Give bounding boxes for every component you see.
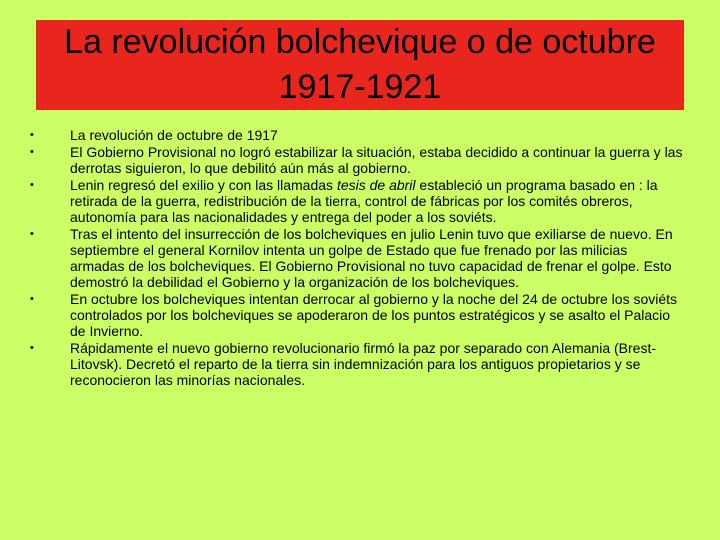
bullet-dot-icon: •: [30, 129, 34, 141]
bullet-item-5: [25, 291, 685, 339]
title-box: [36, 20, 684, 110]
bullet-item-3: [25, 177, 685, 225]
bullet-item-6: [25, 340, 685, 388]
bullet-text-2: El Gobierno Provisional no logró estabilizar la situación, estaba decidido a continuar la guerra y las derrotas siguieron, lo que debilitó aún más al gobierno.: [70, 144, 683, 176]
bullet-text-3-start: Lenin regresó del exilio y con las llamadas: [70, 177, 337, 193]
bullet-item-2: [25, 144, 685, 176]
slide-title: La revolución bolchevique o de octubre 1917-1921: [64, 23, 656, 106]
bullet-item-4: [25, 226, 685, 290]
bullet-dot-icon: •: [30, 179, 34, 191]
bullet-text-4: Tras el intento del insurrección de los bolcheviques en julio Lenin tuvo que exiliarse de nuevo. En septiembre el general Kornilov intenta un golpe de Estado que fue frenado por las milicias armadas de los bolcheviques. El Gobierno Provisional no tuvo capacidad de frenar el golpe. Esto demostró la debilidad el Gobierno y la organización de los bolcheviques.: [70, 226, 673, 290]
bullet-dot-icon: •: [30, 293, 34, 305]
bullet-text-6: Rápidamente el nuevo gobierno revolucionario firmó la paz por separado con Alemania (Brest-Litovsk). Decretó el reparto de la tierra sin indemnización para los antiguos propietarios y se reconocieron las minorías nacionales.: [70, 340, 656, 388]
bullet-text-5: En octubre los bolcheviques intentan derrocar al gobierno y la noche del 24 de octubre los soviéts controlados por los bolcheviques se apoderaron de los puntos estratégicos y se asalto el Palacio de Invierno.: [70, 291, 678, 339]
bullet-text-1: La revolución de octubre de 1917: [70, 127, 278, 143]
bullet-dot-icon: •: [30, 342, 34, 354]
bullet-list: [25, 127, 685, 389]
bullet-dot-icon: •: [30, 146, 34, 158]
bullet-text-3-italic: tesis de abril: [336, 177, 416, 193]
bullet-dot-icon: •: [30, 228, 34, 240]
bullet-item-1: [25, 127, 685, 143]
bullet-text-3: [70, 177, 658, 225]
bullet-text-3-end: estableció un programa basado en : la retirada de la guerra, redistribución de la tierra, control de fábricas por los comités obreros, autonomía para las nacionalidades y entrega del poder a los soviéts.: [70, 177, 658, 225]
